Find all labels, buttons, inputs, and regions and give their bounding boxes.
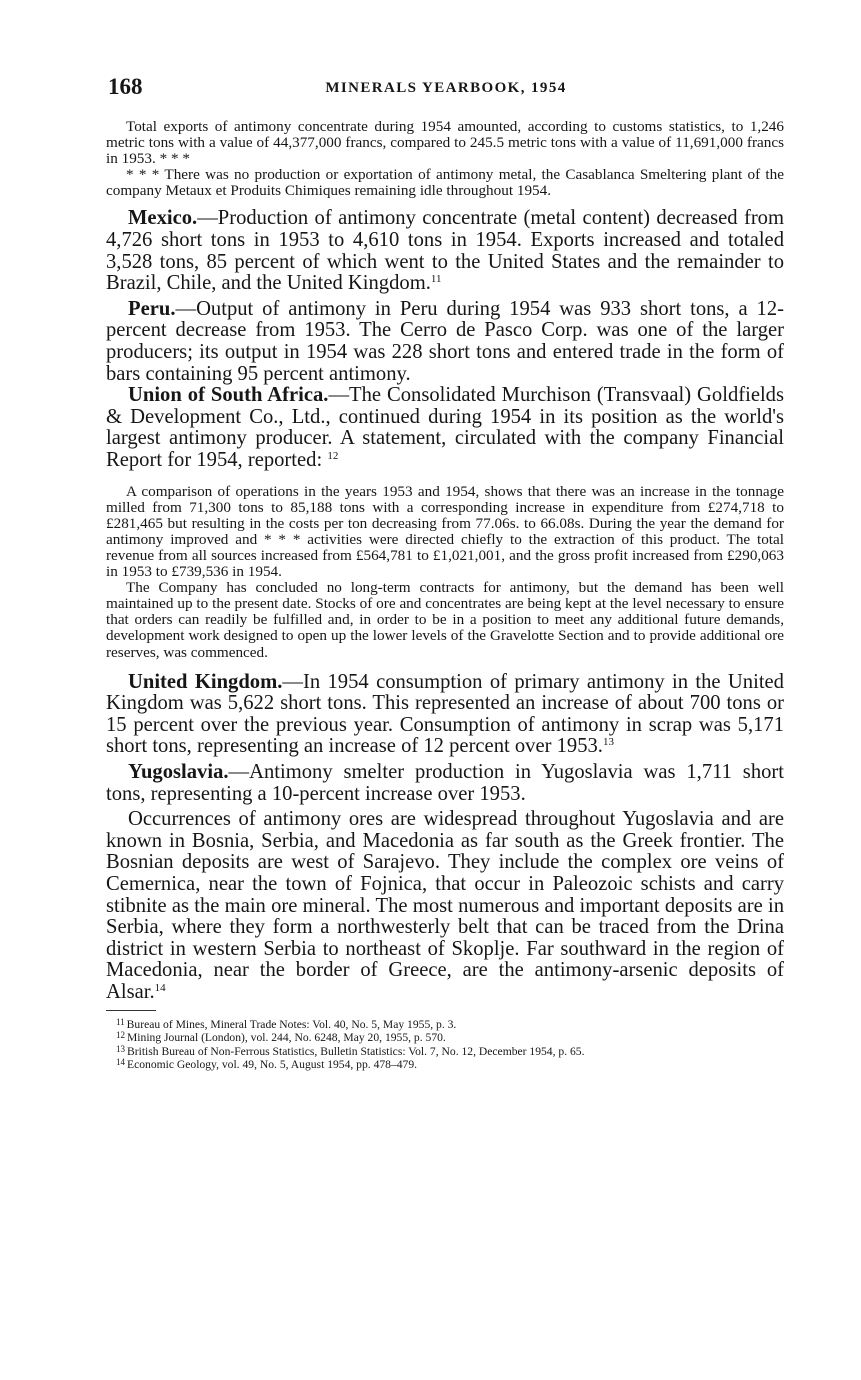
quotation-contracts: The Company has concluded no long-term contracts for antimony, but the demand has been well maintained up to the present date. Stocks of ore and concentrates are being kept at the level necessary to ensure that orders can readily be fulfilled and, in order to be in a position to meet any additional future demands, development work designed to open up the lower levels of the Gravelotte Section and to provide additional ore reserves, was commenced. bbox=[106, 579, 784, 661]
paragraph-south-africa-text: —The Consolidated Murchison (Transvaal) Goldfields & Development Co., Ltd., continued during 1954 in its position as the world's largest antimony producer. A statement, circulated with the company Financial Report for 1954, reported: bbox=[106, 384, 784, 471]
paragraph-peru bbox=[106, 299, 784, 385]
page-header bbox=[108, 74, 784, 104]
paragraph-yugoslavia-deposits-text: Occurrences of antimony ores are widespread throughout Yugoslavia and are known in Bosnia, Serbia, and Macedonia as far south as the Greek frontier. The Bosnian deposits are west of Sarajevo. They include the complex ore veins of Cemernica, near the town of Fojnica, that occur in Paleozoic schists and carry stibnite as the main ore mineral. The most numerous and important deposits are in Serbia, where they form a northwesterly belt that can be traced from the Drina district in western Serbia to northeast of Skoplje. Far southward in the region of Macedonia, near the border of Greece, are the antimony-arsenic deposits of Alsar. bbox=[106, 808, 784, 1003]
running-title: MINERALS YEARBOOK, 1954 bbox=[325, 80, 567, 96]
paragraph-exports: Total exports of antimony concentrate during 1954 amounted, according to customs statistics, to 1,246 metric tons with a value of 44,377,000 francs, compared to 245.5 metric tons with a value of 11,691,000 francs in 1953. * * * bbox=[106, 118, 784, 168]
footnote-number: 14 bbox=[116, 1057, 125, 1068]
footnote-text: British Bureau of Non-Ferrous Statistics, Bulletin Statistics: Vol. 7, No. 12, December 1954, p. 65. bbox=[127, 1044, 585, 1058]
footnote-divider bbox=[106, 1010, 156, 1011]
footnote-number: 12 bbox=[116, 1030, 125, 1041]
footnote-item bbox=[116, 1030, 784, 1044]
quotation-operations: A comparison of operations in the years 1953 and 1954, shows that there was an increase in the tonnage milled from 71,300 tons to 85,188 tons with a corresponding increase in expenditure from £274,718 to £281,465 but resulting in the costs per ton decreasing from 77.06s. to 66.08s. During the year the demand for antimony improved and * * * activities were directed chiefly to the extraction of this product. The total revenue from all sources increased from £564,781 to £1,021,001, and the gross profit increased from £290,063 in 1953 to £739,536 in 1954. bbox=[106, 482, 784, 581]
page-number: 168 bbox=[108, 74, 143, 99]
footnote-text: Bureau of Mines, Mineral Trade Notes: Vol. 40, No. 5, May 1955, p. 3. bbox=[126, 1017, 457, 1031]
footnote-number: 13 bbox=[116, 1043, 125, 1054]
footnote-ref-14: 14 bbox=[154, 981, 166, 994]
paragraph-south-africa bbox=[106, 385, 784, 471]
paragraph-casablanca: * * * There was no production or exportation of antimony metal, the Casablanca Smeltering plant of the company Metaux et Produits Chimiques remaining idle throughout 1954. bbox=[106, 166, 784, 200]
footnote-item bbox=[116, 1044, 784, 1058]
paragraph-mexico bbox=[106, 208, 784, 294]
paragraph-united-kingdom bbox=[106, 672, 784, 758]
paragraph-yugoslavia-deposits bbox=[106, 809, 784, 1003]
section-heading-yugoslavia: Yugoslavia. bbox=[128, 761, 229, 783]
footnote-item bbox=[116, 1017, 784, 1031]
paragraph-united-kingdom-text: —In 1954 consumption of primary antimony in the United Kingdom was 5,622 short tons. This represented an increase of about 700 tons or 15 percent over the previous year. Consumption of antimony in scrap was 5,171 short tons, representing an increase of 12 percent over 1953. bbox=[106, 670, 784, 758]
section-heading-peru: Peru. bbox=[128, 297, 176, 320]
footnote-ref-11: 11 bbox=[430, 273, 442, 286]
paragraph-peru-text: —Output of antimony in Peru during 1954 was 933 short tons, a 12-percent decrease from 1953. The Cerro de Pasco Corp. was one of the larger producers; its output in 1954 was 228 short tons and entered trade in the form of bars containing 95 percent antimony. bbox=[106, 297, 784, 385]
footnote-text: Mining Journal (London), vol. 244, No. 6248, May 20, 1955, p. 570. bbox=[127, 1031, 446, 1045]
page-body bbox=[106, 119, 784, 1071]
paragraph-yugoslavia bbox=[106, 762, 784, 805]
paragraph-mexico-text: —Production of antimony concentrate (metal content) decreased from 4,726 short tons in 1953 to 4,610 tons in 1954. Exports increased and totaled 3,528 tons, 85 percent of which went to the United States and the remainder to Brazil, Chile, and the United Kingdom. bbox=[106, 207, 784, 295]
footnote-number: 11 bbox=[116, 1016, 125, 1027]
footnote-item bbox=[116, 1057, 784, 1071]
footnotes bbox=[106, 1017, 784, 1071]
footnote-ref-12: 12 bbox=[327, 450, 339, 462]
footnote-text: Economic Geology, vol. 49, No. 5, August 1954, pp. 478–479. bbox=[127, 1058, 418, 1072]
section-heading-south-africa: Union of South Africa. bbox=[128, 384, 329, 407]
footnote-ref-13: 13 bbox=[602, 736, 614, 749]
section-heading-mexico: Mexico. bbox=[128, 207, 198, 230]
section-heading-united-kingdom: United Kingdom. bbox=[128, 670, 283, 693]
paragraph-yugoslavia-text: —Antimony smelter production in Yugoslavia was 1,711 short tons, representing a 10-percent increase over 1953. bbox=[106, 761, 784, 805]
